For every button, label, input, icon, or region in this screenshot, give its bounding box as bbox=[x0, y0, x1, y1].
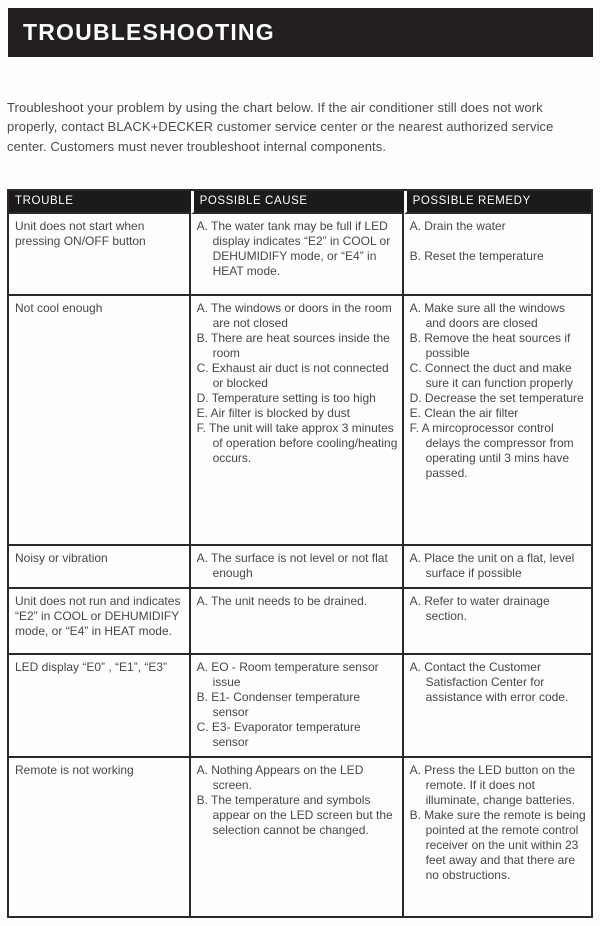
page-title: TROUBLESHOOTING bbox=[23, 19, 275, 45]
col-header-trouble: TROUBLE bbox=[9, 191, 191, 214]
cause-cell bbox=[191, 758, 404, 916]
list-item: F. The unit will take approx 3 minutes of operation before cooling/heating occurs. bbox=[196, 420, 398, 465]
list-item: A. EO - Room temperature sensor issue bbox=[196, 659, 379, 689]
list-item: B. The temperature and symbols appear on the LED screen but the selection cannot be changed. bbox=[196, 792, 393, 837]
table-row bbox=[9, 589, 591, 655]
intro-paragraph: Troubleshoot your problem by using the chart below. If the air conditioner still does not work properly, contact BLACK+DECKER customer service center or the nearest authorized service center. Customers must never troubleshoot internal components. bbox=[7, 100, 554, 154]
list-item: A. Press the LED button on the remote. If it does not illuminate, change batteries. bbox=[409, 762, 576, 807]
list-item: A. Drain the water bbox=[409, 218, 506, 233]
list-item: D. Temperature setting is too high bbox=[196, 390, 376, 405]
list-item: D. Decrease the set temperature bbox=[409, 390, 584, 405]
list-item: E. Clean the air filter bbox=[409, 405, 519, 420]
list-item: A. The surface is not level or not flat enough bbox=[196, 550, 388, 580]
trouble-cell: Remote is not working bbox=[9, 758, 191, 916]
table-row bbox=[9, 546, 591, 589]
remedy-cell bbox=[404, 655, 591, 758]
list-item: C. E3- Evaporator temperature sensor bbox=[196, 719, 361, 749]
remedy-cell bbox=[404, 758, 591, 916]
cause-cell bbox=[191, 296, 404, 546]
remedy-cell bbox=[404, 296, 591, 546]
list-item: E. Air filter is blocked by dust bbox=[196, 405, 350, 420]
list-item: A. Place the unit on a flat, level surface if possible bbox=[409, 550, 575, 580]
trouble-cell: Unit does not start when pressing ON/OFF button bbox=[9, 214, 191, 296]
list-item: A. The windows or doors in the room are not closed bbox=[196, 300, 392, 330]
remedy-cell bbox=[404, 546, 591, 589]
cause-cell bbox=[191, 655, 404, 758]
section-title-bar bbox=[8, 8, 593, 57]
table-row bbox=[9, 655, 591, 758]
list-item: B. There are heat sources inside the room bbox=[196, 330, 390, 360]
col-header-possible-cause: POSSIBLE CAUSE bbox=[191, 191, 404, 214]
col-header-possible-remedy: POSSIBLE REMEDY bbox=[404, 191, 591, 214]
list-item: A. Nothing Appears on the LED screen. bbox=[196, 762, 364, 792]
cause-cell bbox=[191, 214, 404, 296]
table-row bbox=[9, 214, 591, 296]
table-body bbox=[9, 214, 591, 916]
table-row bbox=[9, 758, 591, 916]
trouble-cell: Unit does not run and indicates “E2” in COOL or DEHUMIDIFY mode, or “E4” in HEAT mode. bbox=[9, 589, 191, 655]
cause-cell bbox=[191, 589, 404, 655]
list-item: A. Contact the Customer Satisfaction Center for assistance with error code. bbox=[409, 659, 569, 704]
list-item: A. The water tank may be full if LED display indicates “E2” in COOL or DEHUMIDIFY mode, or “E4” in HEAT mode. bbox=[196, 218, 391, 278]
cause-cell bbox=[191, 546, 404, 589]
remedy-cell bbox=[404, 589, 591, 655]
list-item: B. Make sure the remote is being pointed at the remote control receiver on the unit within 23 feet away and that there are no obstructions. bbox=[409, 807, 586, 882]
list-item: B. Remove the heat sources if possible bbox=[409, 330, 571, 360]
list-item: A. The unit needs to be drained. bbox=[196, 593, 368, 608]
spacer bbox=[410, 234, 587, 249]
trouble-cell: LED display “E0” , “E1”, “E3” bbox=[9, 655, 191, 758]
list-item: A. Make sure all the windows and doors are closed bbox=[409, 300, 565, 330]
table-header bbox=[9, 191, 591, 214]
remedy-cell bbox=[404, 214, 591, 296]
list-item: C. Exhaust air duct is not connected or blocked bbox=[196, 360, 389, 390]
trouble-cell: Noisy or vibration bbox=[9, 546, 191, 589]
list-item: F. A mircoprocessor control delays the compressor from operating until 3 mins have passed. bbox=[409, 420, 574, 480]
list-item: B. Reset the temperature bbox=[409, 248, 544, 263]
list-item: C. Connect the duct and make sure it can function properly bbox=[409, 360, 573, 390]
table-header-row bbox=[9, 191, 591, 214]
list-item: B. E1- Condenser temperature sensor bbox=[196, 689, 360, 719]
list-item: A. Refer to water drainage section. bbox=[409, 593, 550, 623]
trouble-cell: Not cool enough bbox=[9, 296, 191, 546]
troubleshooting-table bbox=[7, 189, 593, 918]
table-row bbox=[9, 296, 591, 546]
